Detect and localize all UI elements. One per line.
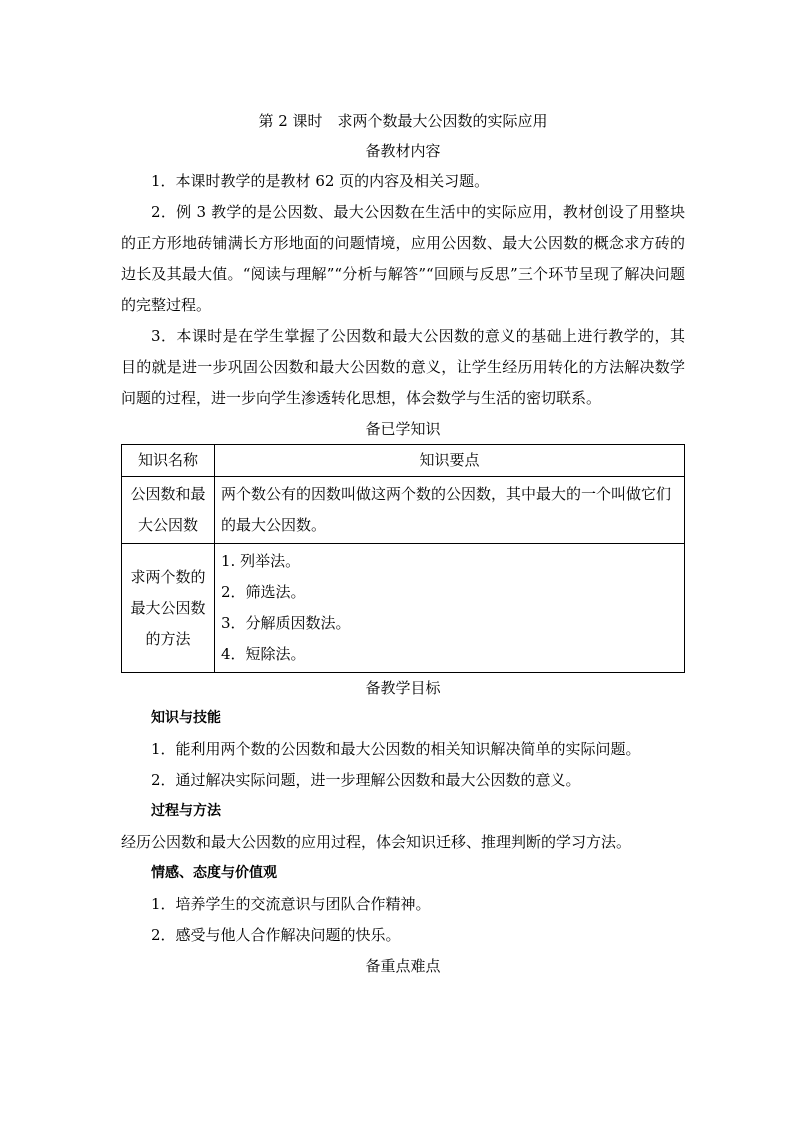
table-cell-name: 求两个数的最大公因数的方法 — [122, 544, 215, 673]
list-item: 2．筛选法。 — [221, 583, 306, 601]
goal-subheading-emotion: 情感、态度与价值观 — [151, 865, 277, 881]
section-heading-textbook: 备教材内容 — [365, 142, 441, 160]
textbook-paragraph-3: 3．本课时是在学生掌握了公因数和最大公因数的意义的基础上进行教学的，其目的就是进一步巩固公因数和最大公因数的意义，让学生经历用转化的方法解决数学问题的过程，进一步向学生渗透转化思想，体会数学与生活的密切联系。 — [121, 327, 685, 407]
lesson-title: 第 2 课时 求两个数最大公因数的实际应用 — [258, 112, 548, 130]
textbook-paragraph-2: 2．例 3 教学的是公因数、最大公因数在生活中的实际应用，教材创设了用整块的正方形地砖铺满长方形地面的问题情境，应用公因数、最大公因数的概念求方砖的边长及其最大值。“阅读与理解”“分析与解答”“回顾与反思”三个环节呈现了解决问题的完整过程。 — [121, 203, 685, 314]
table-cell-point: 两个数公有的因数叫做这两个数的公因数，其中最大的一个叫做它们的最大公因数。 — [215, 477, 685, 544]
goal-subheading-process: 过程与方法 — [151, 803, 221, 819]
section-heading-key-points: 备重点难点 — [365, 957, 441, 975]
list-item: 2．感受与他人合作解决问题的快乐。 — [151, 926, 401, 944]
document-page — [121, 106, 685, 981]
list-item: 1．能利用两个数的公因数和最大公因数的相关知识解决简单的实际问题。 — [151, 740, 641, 758]
table-header-row — [122, 445, 685, 477]
list-item: 2．通过解决实际问题，进一步理解公因数和最大公因数的意义。 — [151, 771, 581, 789]
table-cell-method-list — [215, 544, 685, 673]
section-heading-goals: 备教学目标 — [365, 679, 441, 697]
textbook-paragraph-1: 1．本课时教学的是教材 62 页的内容及相关习题。 — [151, 172, 490, 190]
table-header-points: 知识要点 — [215, 445, 685, 477]
section-heading-prior-knowledge: 备已学知识 — [365, 420, 441, 438]
goal-subheading-knowledge: 知识与技能 — [151, 710, 221, 726]
list-item: 1. 列举法。 — [221, 552, 301, 570]
list-item: 3．分解质因数法。 — [221, 614, 351, 632]
list-item: 4．短除法。 — [221, 645, 306, 663]
table-row — [122, 544, 685, 673]
table-cell-name: 公因数和最大公因数 — [122, 477, 215, 544]
list-item: 1．培养学生的交流意识与团队合作精神。 — [151, 895, 431, 913]
process-text: 经历公因数和最大公因数的应用过程，体会知识迁移、推理判断的学习方法。 — [121, 833, 632, 851]
table-header-name: 知识名称 — [122, 445, 215, 477]
table-row — [122, 477, 685, 544]
prior-knowledge-table — [121, 444, 685, 673]
